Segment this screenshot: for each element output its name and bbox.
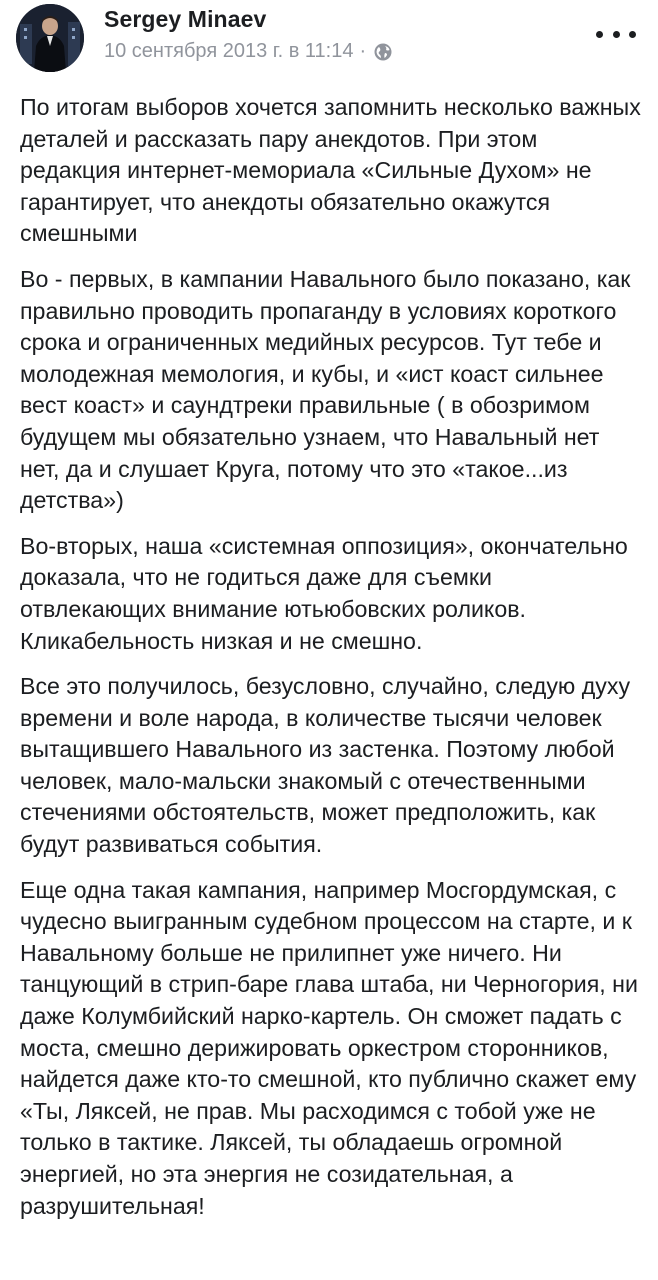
more-options-button[interactable] (596, 22, 636, 46)
post-paragraph: Во - первых, в кампании Навального было показано, как правильно проводить пропаганду в условиях короткого срока и ограниченных медийных ресурсов. Тут тебе и молодежная мемология, и кубы, и «ист коаст сильнее вест коаст» и саундтреки правильные ( в обозримом будущем мы обязательно узнаем, что Навальный нет нет, да и слушает Круга, потому что это «такое...из детства») (20, 265, 631, 514)
meta-separator: · (359, 40, 367, 62)
post-paragraph: По итогам выборов хочется запомнить несколько важных деталей и рассказать пару анекдотов. При этом редакция интернет-мемориала «Сильные Духом» не гарантирует, что анекдоты обязательно окажутся смешными (20, 94, 641, 247)
author-name[interactable]: Sergey Minaev (104, 6, 267, 32)
more-dots-icon (629, 31, 636, 38)
post-body (20, 92, 644, 1236)
post-meta (104, 40, 392, 63)
avatar[interactable] (16, 4, 84, 72)
more-dots-icon (613, 31, 620, 38)
globe-icon[interactable] (374, 43, 392, 61)
more-dots-icon (596, 31, 603, 38)
post-paragraph: Еще одна такая кампания, например Мосгордумская, с чудесно выигранным судебном процессом на старте, и к Навальному больше не прилипнет уже ничего. Ни танцующий в стрип-баре глава штаба, ни Черногория, ни даже Колумбийский нарко-картель. Он сможет падать с моста, смешно дерижировать оркестром сторонников, найдется даже кто-то смешной, кто публично скажет ему «Ты, Ляксей, не прав. Мы расходимся с тобой уже не только в тактике. Ляксей, ты обладаешь огромной энергией, но эта энергия не созидательная, а разрушительная! (20, 876, 638, 1219)
post-paragraph: Все это получилось, безусловно, случайно, следую духу времени и воле народа, в количестве тысячи человек вытащившего Навального из застенка. Поэтому любой человек, мало-мальски знакомый с отечественными стечениями обстоятельств, может предположить, как будут развиваться события. (20, 673, 631, 858)
avatar-image (16, 4, 84, 72)
post-paragraph: Во-вторых, наша «системная оппозиция», окончательно доказала, что не годиться даже для съемки отвлекающих внимание ютьюбовских роликов. Кликабельность низкая и не смешно. (20, 532, 628, 654)
post-header (0, 0, 658, 80)
post-timestamp[interactable]: 10 сентября 2013 г. в 11:14 (104, 40, 354, 62)
